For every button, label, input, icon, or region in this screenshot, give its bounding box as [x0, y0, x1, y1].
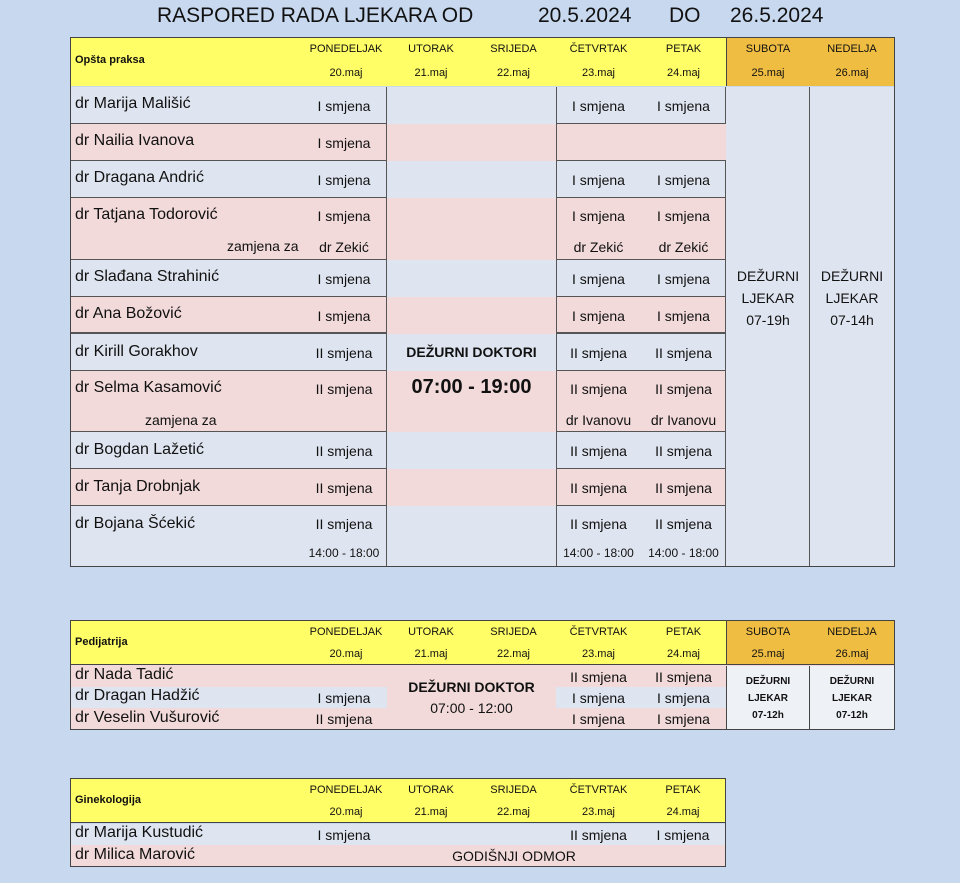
date-header: 25.maj [751, 67, 785, 79]
day-header: SRIJEDA [490, 626, 537, 638]
shift-cell: I smjena [657, 689, 710, 706]
date-header: 22.maj [496, 806, 531, 818]
shift-cell: II smjena [655, 345, 712, 361]
doctor-name: dr Slađana Strahinić [75, 268, 220, 285]
shift-cell: I smjena [317, 208, 371, 224]
mid-bg [387, 506, 556, 566]
ginekologija-table [70, 778, 726, 867]
mid-bg [387, 260, 556, 297]
date-header: 23.maj [581, 648, 616, 660]
duty-text: LJEKAR [747, 692, 788, 704]
shift-cell: I smjena [572, 208, 625, 224]
doctor-name: dr Dragan Hadžić [75, 687, 200, 704]
duty-text: DEŽURNI [829, 675, 875, 687]
saturday-duty [726, 263, 810, 333]
opsta-table [70, 37, 895, 567]
day-header: SUBOTA [745, 626, 791, 638]
shift-cell: II smjena [570, 381, 627, 397]
shift-cell: I smjena [317, 134, 371, 151]
duty-text: DEŽURNI [745, 675, 791, 687]
duty-text: LJEKAR [831, 692, 872, 704]
sunday-duty [810, 671, 894, 725]
time-cell: 14:00 - 18:00 [308, 546, 380, 560]
date-to: 26.5.2024 [730, 4, 824, 27]
doctor-name: dr Selma Kasamović [75, 379, 222, 396]
date-header: 26.maj [835, 67, 869, 79]
doctor-name: dr Tanja Drobnjak [75, 478, 201, 495]
shift-cell: II smjena [655, 668, 712, 685]
shift-cell: I smjena [317, 307, 371, 324]
doctor-name: dr Bojana Šćekić [75, 515, 196, 532]
substitute-label: zamjena za [227, 238, 299, 254]
day-header: ČETVRTAK [569, 626, 628, 638]
duty-text: DEŽURNI [736, 268, 800, 284]
shift-cell: II smjena [570, 826, 627, 843]
date-header: 20.maj [329, 648, 363, 660]
day-header: PETAK [665, 43, 702, 55]
duty-time: 07:00 - 19:00 [411, 375, 532, 398]
mid-bg [387, 432, 556, 469]
day-header: PETAK [665, 626, 702, 638]
shift-cell: II smjena [655, 479, 712, 496]
date-header: 23.maj [581, 806, 616, 818]
duty-label: DEŽURNI DOKTORI [406, 344, 537, 360]
section-title: Ginekologija [75, 794, 142, 806]
date-header: 21.maj [414, 806, 448, 818]
doctor-name: dr Veselin Vušurović [75, 709, 220, 726]
day-header: UTORAK [408, 626, 454, 638]
date-header: 24.maj [666, 67, 701, 79]
shift-cell: II smjena [570, 442, 627, 459]
shift-cell: I smjena [317, 270, 371, 287]
saturday-duty [726, 671, 810, 725]
doctor-name: dr Marija Mališić [75, 95, 191, 112]
doctor-name: dr Nada Tadić [75, 666, 174, 683]
doctor-name: dr Kirill Gorakhov [75, 343, 198, 360]
day-header: NEDELJA [827, 43, 877, 55]
date-header: 24.maj [666, 806, 700, 818]
shift-cell: I smjena [657, 208, 710, 224]
shift-cell: II smjena [655, 516, 712, 532]
mid-bg [387, 124, 556, 161]
day-header: NEDELJA [827, 626, 877, 638]
shift-cell: II smjena [655, 381, 712, 397]
shift-cell: II smjena [315, 710, 373, 727]
day-header: PETAK [665, 784, 701, 796]
shift-cell: I smjena [657, 97, 710, 114]
doctor-name: dr Nailia Ivanova [75, 132, 195, 149]
shift-cell: II smjena [315, 479, 373, 496]
substitute-cell: dr Ivanovu [650, 412, 717, 428]
shift-cell: II smjena [570, 345, 627, 361]
pedijatrija-table [70, 620, 895, 730]
section-title: Pedijatrija [75, 636, 128, 648]
time-cell: 14:00 - 18:00 [563, 546, 634, 560]
shift-cell: II smjena [315, 345, 373, 361]
duty-text: 07-19h [746, 312, 790, 328]
day-header: ČETVRTAK [569, 784, 628, 796]
day-header: UTORAK [408, 784, 454, 796]
time-cell: 14:00 - 18:00 [648, 546, 719, 560]
date-header: 21.maj [414, 67, 448, 79]
day-header: SRIJEDA [490, 43, 537, 55]
substitute-cell: dr Zekić [573, 239, 624, 255]
duty-text: LJEKAR [741, 290, 795, 306]
vacation-note: GODIŠNJI ODMOR [452, 847, 576, 864]
doctor-name: dr Marija Kustudić [75, 824, 204, 841]
substitute-cell: dr Zekić [658, 239, 709, 255]
sunday-duty [810, 263, 894, 333]
shift-cell: I smjena [572, 97, 625, 114]
date-from: 20.5.2024 [538, 4, 632, 27]
shift-cell: II smjena [315, 381, 373, 397]
duty-text: 07-12h [752, 709, 784, 721]
mid-bg [387, 161, 556, 198]
shift-cell: I smjena [572, 171, 625, 188]
duty-text: 07-12h [836, 709, 868, 721]
substitute-label: zamjena za [145, 412, 217, 428]
day-header: UTORAK [408, 43, 454, 55]
duty-text: 07-14h [830, 312, 874, 328]
date-do: DO [669, 4, 701, 27]
substitute-cell: dr Zekić [319, 239, 369, 255]
day-header: PONEDELJAK [309, 626, 383, 638]
duty-text: LJEKAR [825, 290, 879, 306]
substitute-cell: dr Ivanovu [565, 412, 632, 428]
day-header: SUBOTA [745, 43, 791, 55]
day-header: ČETVRTAK [569, 43, 628, 55]
day-header: PONEDELJAK [309, 784, 383, 796]
doctor-name: dr Dragana Andrić [75, 169, 204, 186]
duty-text: DEŽURNI [820, 268, 884, 284]
shift-cell: I smjena [656, 826, 710, 843]
date-header: 25.maj [751, 648, 785, 660]
right-bg [556, 124, 726, 161]
doctor-name: dr Milica Marović [75, 846, 196, 863]
date-header: 24.maj [666, 648, 701, 660]
shift-cell: I smjena [317, 826, 371, 843]
duty-time: 07:00 - 12:00 [430, 700, 513, 716]
shift-cell: II smjena [570, 479, 627, 496]
shift-cell: I smjena [317, 97, 371, 114]
shift-cell: II smjena [315, 516, 373, 532]
mid-bg [387, 87, 556, 124]
shift-cell: II smjena [315, 442, 373, 459]
shift-cell: I smjena [657, 171, 710, 188]
duty-label: DEŽURNI DOKTOR [408, 679, 535, 695]
date-header: 26.maj [835, 648, 869, 660]
shift-cell: I smjena [572, 270, 625, 287]
shift-cell: I smjena [317, 689, 371, 706]
day-header: PONEDELJAK [309, 43, 383, 55]
mid-bg [387, 469, 556, 506]
date-header: 21.maj [414, 648, 448, 660]
page-title: RASPORED RADA LJEKARA OD [157, 4, 474, 27]
day-header: SRIJEDA [490, 784, 537, 796]
shift-cell: I smjena [657, 307, 710, 324]
shift-cell: I smjena [657, 710, 710, 727]
mid-bg [387, 198, 556, 260]
shift-cell: II smjena [655, 442, 712, 459]
shift-cell: I smjena [572, 710, 625, 727]
shift-cell: I smjena [317, 171, 371, 188]
shift-cell: II smjena [570, 668, 627, 685]
doctor-name: dr Ana Božović [75, 305, 182, 322]
mid-bg [387, 297, 556, 334]
shift-cell: I smjena [657, 270, 710, 287]
date-header: 20.maj [329, 67, 363, 79]
date-header: 22.maj [496, 67, 531, 79]
shift-cell: I smjena [572, 689, 625, 706]
doctor-name: dr Tatjana Todorović [75, 206, 218, 223]
date-header: 23.maj [581, 67, 616, 79]
date-header: 22.maj [496, 648, 531, 660]
shift-cell: II smjena [570, 516, 627, 532]
section-title: Opšta praksa [75, 54, 145, 66]
shift-cell: I smjena [572, 307, 625, 324]
doctor-name: dr Bogdan Lažetić [75, 441, 204, 458]
date-header: 20.maj [329, 806, 363, 818]
